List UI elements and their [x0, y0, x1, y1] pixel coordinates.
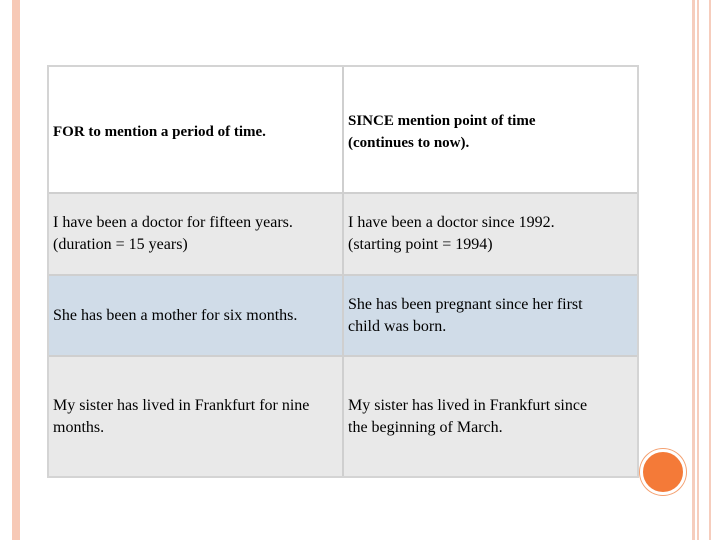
left-decorative-border: [12, 0, 20, 540]
table-row: [49, 276, 637, 357]
cell-text: My sister has lived in Frankfurt since the beginning of March.: [348, 396, 588, 436]
table-cell-since: [344, 276, 637, 355]
table-row: [49, 357, 637, 476]
decorative-circle: [640, 449, 686, 495]
table-cell-since: [344, 194, 637, 274]
cell-text: I have been a doctor for fifteen years. (duration = 15 years): [53, 214, 293, 253]
table-cell-for: [49, 194, 344, 274]
cell-text: She has been a mother for six months.: [53, 306, 298, 324]
cell-text: I have been a doctor since 1992. (starting point = 1994): [348, 214, 555, 253]
table-cell-for: [49, 357, 344, 476]
right-decorative-border-inner: [697, 0, 711, 540]
header-cell-for: [49, 67, 344, 192]
table-row: [49, 194, 637, 276]
table-cell-since: [344, 357, 637, 476]
cell-text: She has been pregnant since her first child was born.: [348, 295, 583, 335]
header-for-text: FOR to mention a period of time.: [53, 124, 266, 140]
table-cell-for: [49, 276, 344, 355]
header-cell-since: [344, 67, 637, 192]
header-since-text: SINCE mention point of time (continues to now).: [348, 113, 536, 151]
right-decorative-border-outer: [692, 0, 695, 540]
table-header-row: [49, 67, 637, 194]
comparison-table: [47, 65, 639, 478]
cell-text: My sister has lived in Frankfurt for nine months.: [53, 396, 310, 436]
